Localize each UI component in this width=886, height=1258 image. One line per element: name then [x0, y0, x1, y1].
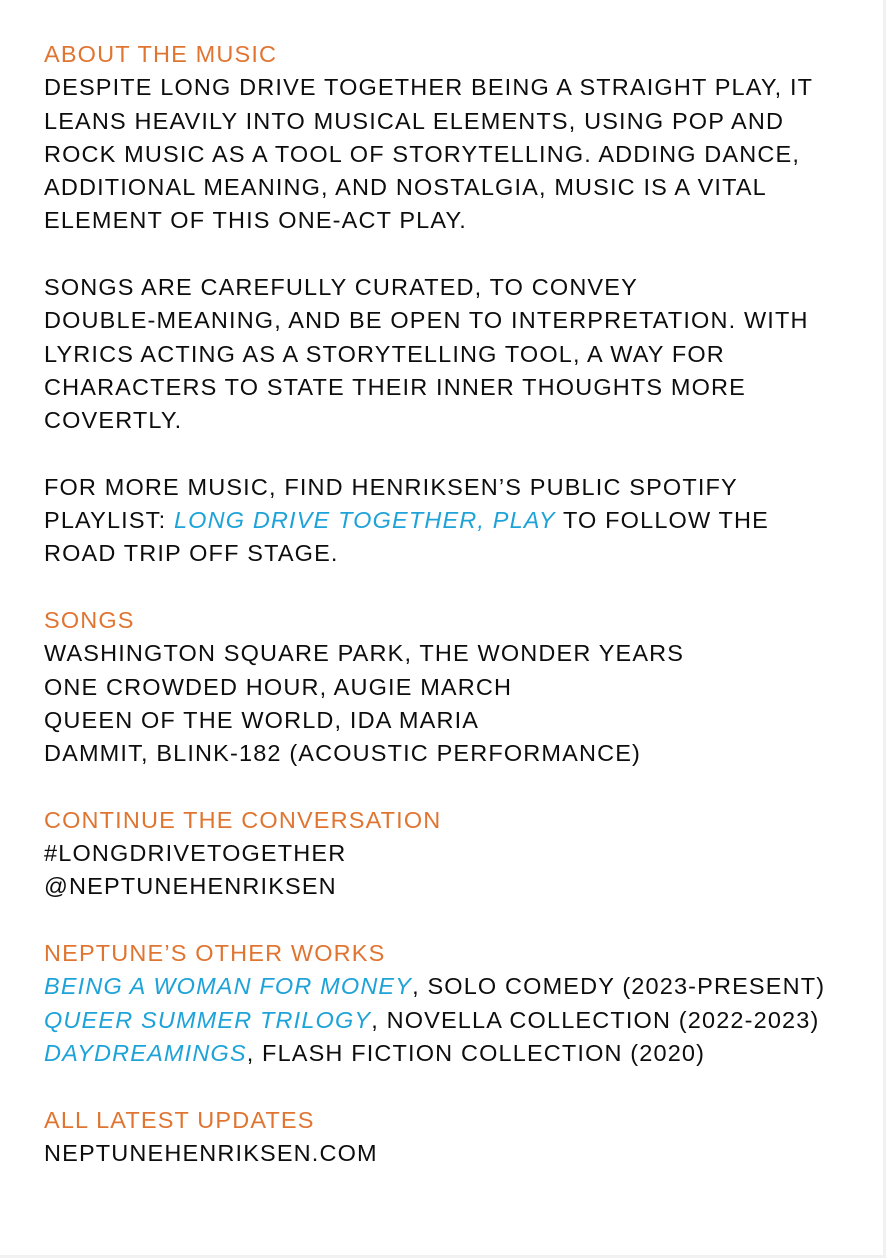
paragraph-line: CHARACTERS TO STATE THEIR INNER THOUGHTS MORE	[44, 373, 746, 400]
paragraph-line: COVERTLY.	[44, 407, 183, 434]
work-title-link[interactable]: DAYDREAMINGS	[44, 1039, 247, 1066]
paragraph-line: LYRICS ACTING AS A STORYTELLING TOOL, A WAY FOR	[44, 340, 725, 367]
spacer	[44, 438, 874, 471]
website-url: NEPTUNEHENRIKSEN.COM	[44, 1139, 378, 1166]
work-detail: , NOVELLA COLLECTION (2022-2023)	[371, 1006, 820, 1033]
paragraph-line	[44, 504, 874, 537]
work-title-link[interactable]: QUEER SUMMER TRILOGY	[44, 1006, 372, 1033]
about-paragraph-3	[44, 471, 874, 571]
songs-section	[44, 604, 874, 770]
spotify-playlist-link[interactable]: LONG DRIVE TOGETHER, PLAY	[173, 507, 556, 534]
spacer	[44, 771, 874, 804]
song-item: DAMMIT, BLINK-182 (ACOUSTIC PERFORMANCE)	[44, 740, 642, 767]
work-title-link[interactable]: BEING A WOMAN FOR MONEY	[44, 973, 413, 1000]
paragraph-line: SONGS ARE CAREFULLY CURATED, TO CONVEY	[44, 274, 638, 301]
songs-heading: SONGS	[44, 607, 135, 634]
conversation-section	[44, 804, 874, 904]
other-works-heading: NEPTUNE’S OTHER WORKS	[44, 940, 386, 967]
paragraph-line: ELEMENT OF THIS ONE-ACT PLAY.	[44, 207, 467, 234]
playlist-label: PLAYLIST:	[44, 507, 174, 534]
song-item: QUEEN OF THE WORLD, IDA MARIA	[44, 706, 480, 733]
about-music-section	[44, 38, 874, 571]
song-item: WASHINGTON SQUARE PARK, THE WONDER YEARS	[44, 640, 685, 667]
social-handle: @NEPTUNEHENRIKSEN	[44, 873, 337, 900]
work-item	[44, 970, 874, 1003]
paragraph-line: LEANS HEAVILY INTO MUSICAL ELEMENTS, USING POP AND	[44, 107, 785, 134]
song-item: ONE CROWDED HOUR, AUGIE MARCH	[44, 673, 513, 700]
work-item	[44, 1004, 874, 1037]
about-paragraph-2	[44, 271, 874, 437]
about-paragraph-1	[44, 71, 874, 237]
playlist-suffix: TO FOLLOW THE	[555, 507, 769, 534]
paragraph-line: FOR MORE MUSIC, FIND HENRIKSEN’S PUBLIC SPOTIFY	[44, 473, 738, 500]
conversation-heading: CONTINUE THE CONVERSATION	[44, 806, 442, 833]
paragraph-line: DOUBLE-MEANING, AND BE OPEN TO INTERPRETATION. WITH	[44, 307, 809, 334]
spacer	[44, 571, 874, 604]
work-detail: , SOLO COMEDY (2023-PRESENT)	[412, 973, 826, 1000]
paragraph-line: ROAD TRIP OFF STAGE.	[44, 540, 339, 567]
other-works-section	[44, 937, 874, 1070]
spacer	[44, 238, 874, 271]
hashtag: #LONGDRIVETOGETHER	[44, 840, 347, 867]
spacer	[44, 1070, 874, 1103]
work-item	[44, 1037, 874, 1070]
updates-section	[44, 1104, 874, 1171]
updates-heading: ALL LATEST UPDATES	[44, 1106, 315, 1133]
work-detail: , FLASH FICTION COLLECTION (2020)	[246, 1039, 706, 1066]
paragraph-line: DESPITE LONG DRIVE TOGETHER BEING A STRAIGHT PLAY, IT	[44, 74, 814, 101]
page-content	[44, 38, 874, 1170]
about-music-heading: ABOUT THE MUSIC	[44, 41, 278, 67]
paragraph-line: ROCK MUSIC AS A TOOL OF STORYTELLING. ADDING DANCE,	[44, 140, 800, 167]
paragraph-line: ADDITIONAL MEANING, AND NOSTALGIA, MUSIC IS A VITAL	[44, 174, 767, 201]
spacer	[44, 904, 874, 937]
